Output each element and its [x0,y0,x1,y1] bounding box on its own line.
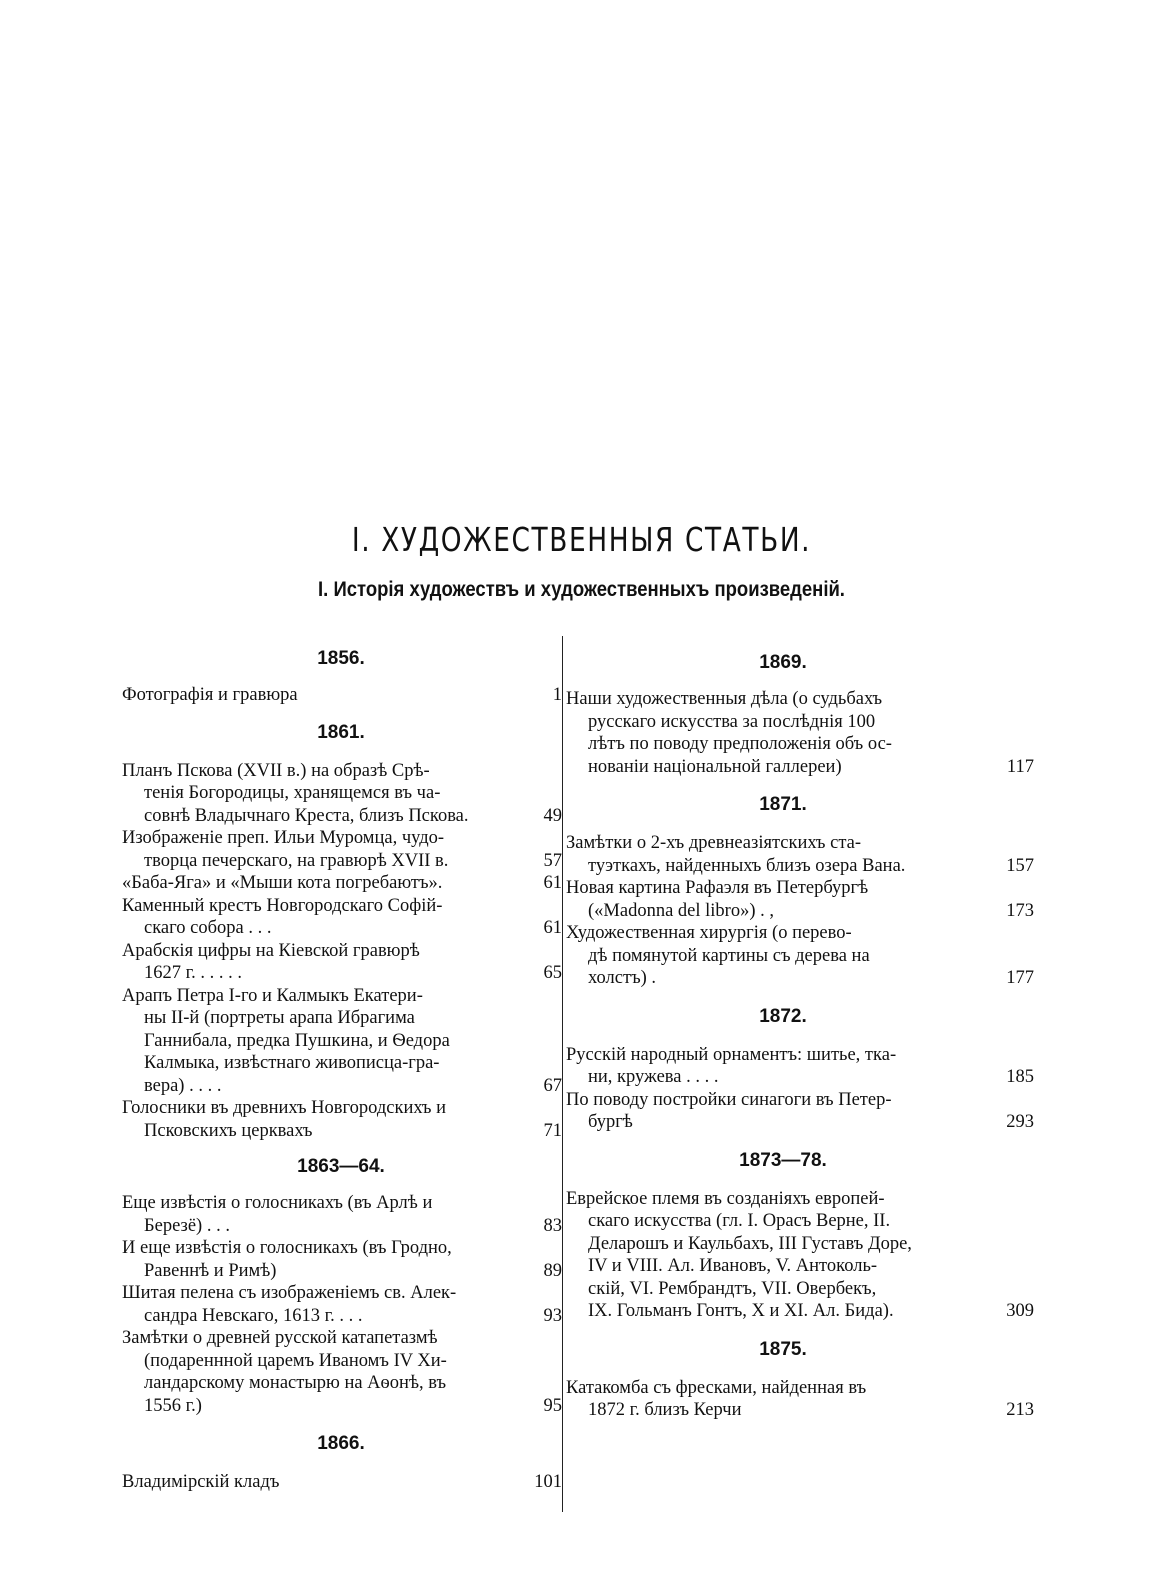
toc-entry [122,684,560,707]
entry-title [122,1471,506,1494]
entry-title [122,1192,506,1237]
entry-line: Деларошъ и Каульбахъ, III Густавъ Доре, [588,1233,912,1254]
toc-entry [566,877,1034,922]
year-heading: 1869. [759,652,807,673]
toc-entry [566,688,1034,778]
entry-line: русскаго искусства за послѣднія 100 [588,711,876,732]
entry-title [566,1377,982,1422]
entry-line: («Madonna del libro») . , [588,900,774,921]
entry-title [566,877,982,922]
entry-line: ни, кружева . . . . [588,1067,719,1087]
entry-title [122,827,506,872]
entry-line: ны II-й (портреты арапа Ибрагима [144,1008,415,1028]
entry-line: Еврейское племя въ созданіяхъ европей- [566,1188,885,1209]
entry-line: 1872 г. близъ Керчи [588,1400,742,1420]
toc-entry [122,1237,560,1282]
section-subtitle: I. Исторія художествъ и художественныхъ произведеній. [318,578,845,601]
entry-line: творца печерскаго, на гравюрѣ XVII в. [144,850,449,871]
entry-title [122,895,506,940]
entry-line: тенія Богородицы, хранящемся въ ча- [144,783,441,803]
entry-title [122,940,506,985]
entry-line: туэткахъ, найденныхъ близъ озера Вана. [588,855,906,876]
entry-line: 1556 г.) [144,1395,202,1416]
entry-line: Равеннѣ и Римѣ) [144,1260,277,1281]
year-heading: 1863—64. [297,1156,385,1177]
entry-line: Владимірскій кладъ [122,1472,280,1492]
year-heading: 1872. [759,1005,807,1027]
page-number: 67 [543,1075,562,1096]
toc-entry [566,1188,1034,1323]
entry-title [122,760,506,828]
entry-line: (подареннной царемъ Иваномъ IV Хи- [144,1350,447,1371]
entry-line: Арабскія цифры на Кіевской гравюрѣ [122,940,420,961]
entry-line: Шитая пелена съ изображеніемъ св. Алек- [122,1283,457,1303]
entry-line: IV и VIII. Ал. Ивановъ, V. Антоколь- [588,1256,878,1276]
toc-entry [122,827,560,872]
entry-line: И еще извѣстія о голосникахъ (въ Гродно, [122,1238,452,1258]
toc-entry [122,1192,560,1237]
entry-line: Арапъ Петра I-го и Калмыкъ Екатери- [122,985,423,1006]
page-number: 65 [543,963,562,983]
toc-entry [122,1097,560,1142]
entry-title [566,1089,982,1134]
year-heading: 1873—78. [739,1149,827,1171]
entry-line: Голосники въ древнихъ Новгородскихъ и [122,1098,446,1118]
entry-line: Еще извѣстія о голосникахъ (въ Арлѣ и [122,1193,433,1213]
page-number: 177 [1006,968,1034,988]
entry-title [122,1327,506,1417]
entry-line: скаго собора . . . [144,918,272,938]
page-number: 185 [1006,1067,1034,1087]
entry-line: бургѣ [588,1112,633,1132]
entry-line: Замѣтки о древней русской катапетазмѣ [122,1328,438,1348]
entry-line: Наши художественныя дѣла (о судьбахъ [566,689,883,709]
toc-entry [122,1282,560,1327]
entry-line: По поводу постройки синагоги въ Петер- [566,1089,892,1110]
page-number: 61 [543,873,562,893]
left-column [122,640,560,1494]
entry-line: сандра Невскаго, 1613 г. . . . [144,1305,363,1326]
year-heading: 1866. [317,1433,365,1454]
entry-line: Каменный крестъ Новгородскаго Софій- [122,895,443,916]
page-number: 95 [543,1395,562,1416]
entry-line: лѣтъ по поводу предположенія объ ос- [588,734,892,754]
entry-line: Березё) . . . [144,1215,230,1236]
entry-title [122,1097,506,1142]
toc-entry [566,1044,1034,1089]
page-number: 49 [543,805,562,826]
toc-entry [566,922,1034,990]
entry-line: Ганнибала, предка Пушкина, и Ѳедора [144,1030,450,1051]
page-number: 309 [1006,1301,1034,1321]
year-heading: 1875. [759,1338,807,1360]
entry-line: Катакомба съ фресками, найденная въ [566,1377,867,1398]
page-title: I. ХУДОЖЕСТВЕННЫЯ СТАТЬИ. [351,520,812,559]
page-number: 61 [543,918,562,938]
toc-entry [122,940,560,985]
toc-entry [122,985,560,1098]
toc-entry [122,1327,560,1417]
entry-line: Калмыка, извѣстнаго живописца-гра- [144,1053,440,1073]
toc-entry [122,760,560,828]
entry-title [566,1188,982,1323]
entry-line: «Баба-Яга» и «Мыши кота погребаютъ». [122,873,443,893]
toc-entry [122,872,560,895]
entry-line: холстъ) . [588,968,657,988]
year-heading: 1856. [317,648,365,669]
entry-title [122,1237,506,1282]
entry-line: вера) . . . . [144,1075,222,1096]
entry-title [566,1044,982,1089]
entry-line: совнѣ Владычнаго Креста, близъ Пскова. [144,805,469,826]
entry-line: нованіи національной галлереи) [588,756,842,777]
page-number: 173 [1006,900,1034,921]
toc-entry [566,832,1034,877]
page-number: 93 [543,1305,562,1326]
entry-line: Планъ Пскова (XVII в.) на образѣ Срѣ- [122,760,430,781]
entry-line: Изображеніе преп. Ильи Муромца, чудо- [122,828,445,848]
entry-line: Фотографія и гравюра [122,685,298,705]
entry-line: скій, VI. Рембрандтъ, VII. Овербекъ, [588,1278,877,1299]
column-divider [562,636,563,1512]
toc-entry [566,1377,1034,1422]
right-column [566,640,1034,1422]
entry-title [122,684,506,707]
entry-line: скаго искусства (гл. I. Орасъ Верне, II. [588,1211,891,1231]
year-heading: 1871. [759,794,807,815]
page-number: 157 [1006,855,1034,876]
entry-line: Художественная хирургія (о перево- [566,923,852,943]
entry-line: IX. Гольманъ Гонтъ, X и XI. Ал. Бида). [588,1301,894,1321]
entry-line: Псковскихъ церквахъ [144,1120,313,1141]
page-number: 89 [543,1260,562,1281]
page-number: 213 [1006,1400,1034,1420]
page-number: 293 [1006,1112,1034,1132]
page-number: 71 [543,1120,562,1141]
entry-line: Новая картина Рафаэля въ Петербургѣ [566,878,869,898]
page-number: 101 [534,1472,562,1492]
entry-line: 1627 г. . . . . . [144,963,243,983]
entry-line: Замѣтки о 2-хъ древнеазіятскихъ ста- [566,833,862,853]
toc-entry [122,895,560,940]
entry-title [122,985,506,1098]
entry-title [122,872,506,895]
page-number: 83 [543,1215,562,1236]
toc-entry [122,1471,560,1494]
entry-title [566,832,982,877]
toc-entry [566,1089,1034,1134]
entry-title [566,688,982,778]
page-number: 57 [543,850,562,871]
page-number: 117 [1006,756,1034,777]
page-number: 1 [552,685,562,705]
year-heading: 1861. [317,721,365,743]
entry-title [122,1282,506,1327]
entry-line: дѣ помянутой картины съ дерева на [588,945,870,966]
entry-line: Русскій народный орнаментъ: шитье, тка- [566,1044,897,1065]
entry-line: ландарскому монастырю на Аѳонѣ, въ [144,1373,447,1393]
entry-title [566,922,982,990]
